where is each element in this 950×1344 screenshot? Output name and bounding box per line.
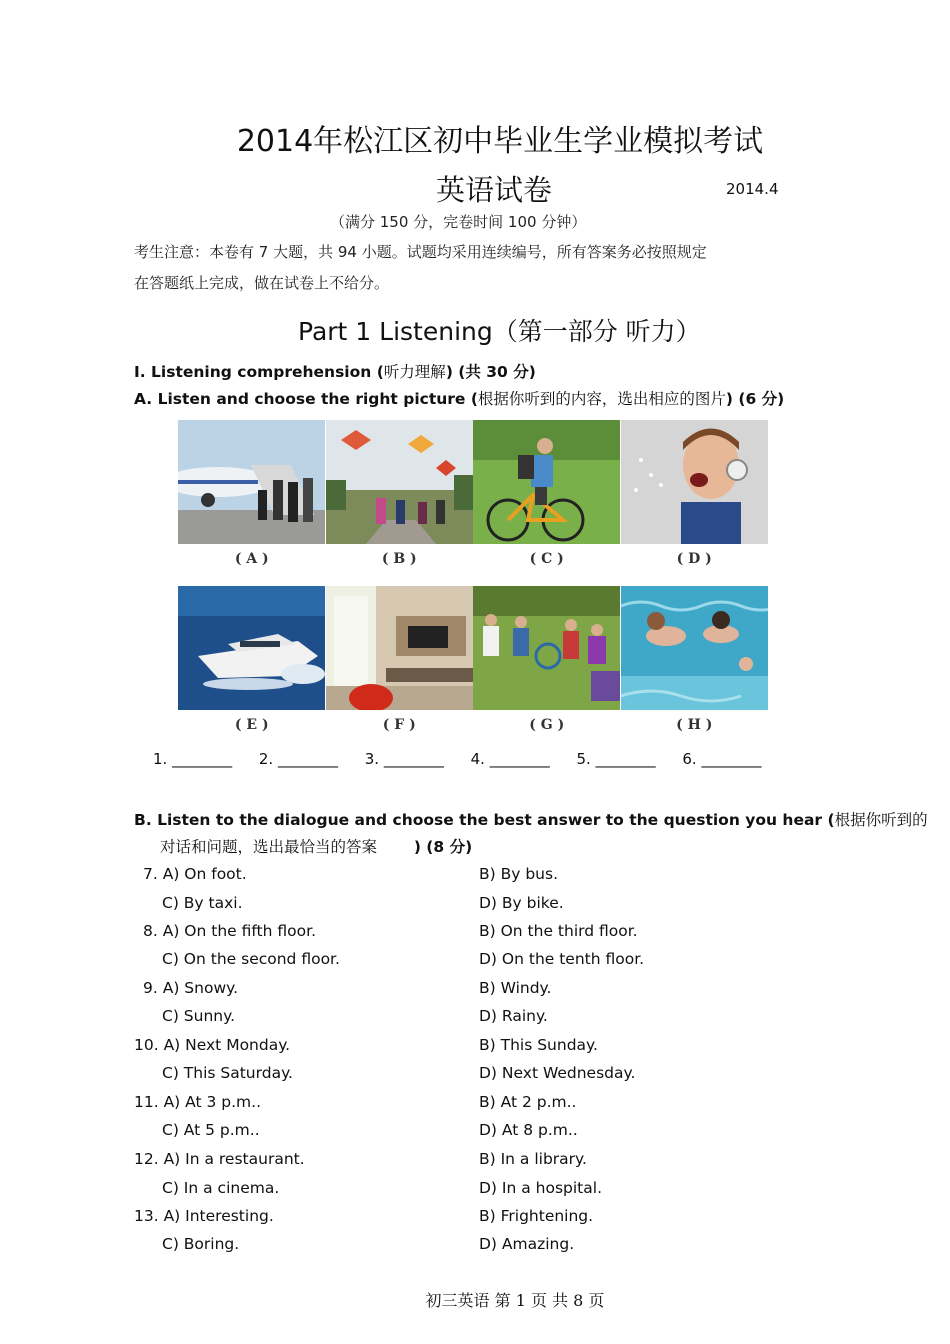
picture-b	[326, 420, 474, 582]
picture-label: ( F )	[382, 717, 416, 733]
question-12-option-a[interactable]: 12. A) In a restaurant.	[134, 1150, 305, 1168]
question-13-option-c[interactable]: C) Boring.	[162, 1235, 240, 1253]
picnic-photo	[473, 586, 620, 710]
page-footer: 初三英语 第 1 页 共 8 页	[425, 1291, 605, 1310]
picture-label: ( G )	[529, 717, 565, 733]
question-7-option-a[interactable]: 7. A) On foot.	[143, 865, 247, 883]
question-8-option-b[interactable]: B) On the third floor.	[479, 922, 638, 940]
question-8-option-d[interactable]: D) On the tenth floor.	[479, 950, 645, 968]
picture-label: ( D )	[676, 551, 712, 567]
section-a-tail: ) (6 分)	[725, 390, 785, 408]
picture-row-2	[178, 586, 768, 748]
question-11-option-a[interactable]: 11. A) At 3 p.m..	[134, 1093, 261, 1111]
section-b-cn: 根据你听到的	[834, 811, 928, 829]
picture-c	[473, 420, 621, 582]
question-12-option-b[interactable]: B) In a library.	[479, 1150, 587, 1168]
question-12-option-d[interactable]: D) In a hospital.	[479, 1179, 602, 1197]
question-8-option-c[interactable]: C) On the second floor.	[162, 950, 340, 968]
answer-blank-3[interactable]: 3. ________	[364, 750, 444, 768]
picture-label: ( A )	[234, 551, 269, 567]
question-10-option-a[interactable]: 10. A) Next Monday.	[134, 1036, 291, 1054]
airplane-boarding-photo	[178, 420, 325, 544]
picture-label: ( H )	[676, 717, 713, 733]
section-a-cn: 根据你听到的内容，选出相应的图片	[477, 390, 726, 408]
exam-subtitle: 英语试卷	[436, 173, 553, 207]
answer-blank-4[interactable]: 4. ________	[470, 750, 550, 768]
question-7-option-d[interactable]: D) By bike.	[479, 894, 564, 912]
question-13-option-a[interactable]: 13. A) Interesting.	[134, 1207, 274, 1225]
question-10-option-d[interactable]: D) Next Wednesday.	[479, 1064, 636, 1082]
part-title: Part 1 Listening（第一部分 听力）	[298, 317, 701, 346]
section-a-en: A. Listen and choose the right picture (	[134, 390, 478, 408]
section-heading-b-line1	[134, 808, 928, 830]
picture-e	[178, 586, 326, 748]
question-7-option-b[interactable]: B) By bus.	[479, 865, 559, 883]
question-11-option-d[interactable]: D) At 8 p.m..	[479, 1121, 578, 1139]
picture-h	[621, 586, 769, 748]
question-9-option-d[interactable]: D) Rainy.	[479, 1007, 548, 1025]
section-b-en: B. Listen to the dialogue and choose the best answer to the question you hear (	[134, 811, 835, 829]
picture-label: ( B )	[381, 551, 417, 567]
answer-blank-2[interactable]: 2. ________	[258, 750, 338, 768]
question-10-option-c[interactable]: C) This Saturday.	[162, 1064, 293, 1082]
picture-label: ( C )	[529, 551, 564, 567]
picture-a	[178, 420, 326, 582]
question-12-option-c[interactable]: C) In a cinema.	[162, 1179, 280, 1197]
picture-f	[326, 586, 474, 748]
section-heading-b-line2	[160, 835, 472, 857]
question-10-option-b[interactable]: B) This Sunday.	[479, 1036, 598, 1054]
section-b-cn-2: 对话和问题，选出最恰当的答案	[160, 838, 378, 856]
section-b-tail: ) (8 分)	[413, 838, 473, 856]
section-heading-i	[134, 360, 536, 382]
question-9-option-b[interactable]: B) Windy.	[479, 979, 552, 997]
question-13-option-b[interactable]: B) Frightening.	[479, 1207, 594, 1225]
question-13-option-d[interactable]: D) Amazing.	[479, 1235, 575, 1253]
section-i-tail: ) (共 30 分)	[445, 363, 536, 381]
boy-headphones-photo	[621, 420, 768, 544]
section-i-cn: 听力理解	[383, 363, 446, 381]
picture-row-1	[178, 420, 768, 582]
question-11-option-c[interactable]: C) At 5 p.m..	[162, 1121, 260, 1139]
speedboat-photo	[178, 586, 325, 710]
picture-g	[473, 586, 621, 748]
question-9-option-c[interactable]: C) Sunny.	[162, 1007, 235, 1025]
answer-blank-6[interactable]: 6. ________	[682, 750, 762, 768]
answer-blank-1[interactable]: 1. ________	[153, 750, 233, 768]
answer-blank-5[interactable]: 5. ________	[576, 750, 656, 768]
cycling-photo	[473, 420, 620, 544]
section-heading-a	[134, 387, 784, 409]
notice-line-2: 在答题纸上完成，做在试卷上不给分。	[134, 274, 390, 292]
question-11-option-b[interactable]: B) At 2 p.m..	[479, 1093, 577, 1111]
picture-label: ( E )	[234, 717, 269, 733]
picture-d	[621, 420, 769, 582]
swimming-photo	[621, 586, 768, 710]
score-info: （满分 150 分，完卷时间 100 分钟）	[330, 213, 587, 231]
exam-date: 2014.4	[726, 180, 779, 198]
notice-line-1: 考生注意：本卷有 7 大题，共 94 小题。试题均采用连续编号，所有答案务必按照规定	[134, 243, 707, 261]
exam-title: 2014年松江区初中毕业生学业模拟考试	[236, 124, 764, 159]
answer-blanks	[153, 750, 783, 768]
living-room-photo	[326, 586, 473, 710]
question-8-option-a[interactable]: 8. A) On the fifth floor.	[143, 922, 316, 940]
picture-grid	[178, 420, 768, 748]
question-9-option-a[interactable]: 9. A) Snowy.	[143, 979, 239, 997]
kite-flying-photo	[326, 420, 473, 544]
question-7-option-c[interactable]: C) By taxi.	[162, 894, 243, 912]
section-i-en: I. Listening comprehension (	[134, 363, 384, 381]
